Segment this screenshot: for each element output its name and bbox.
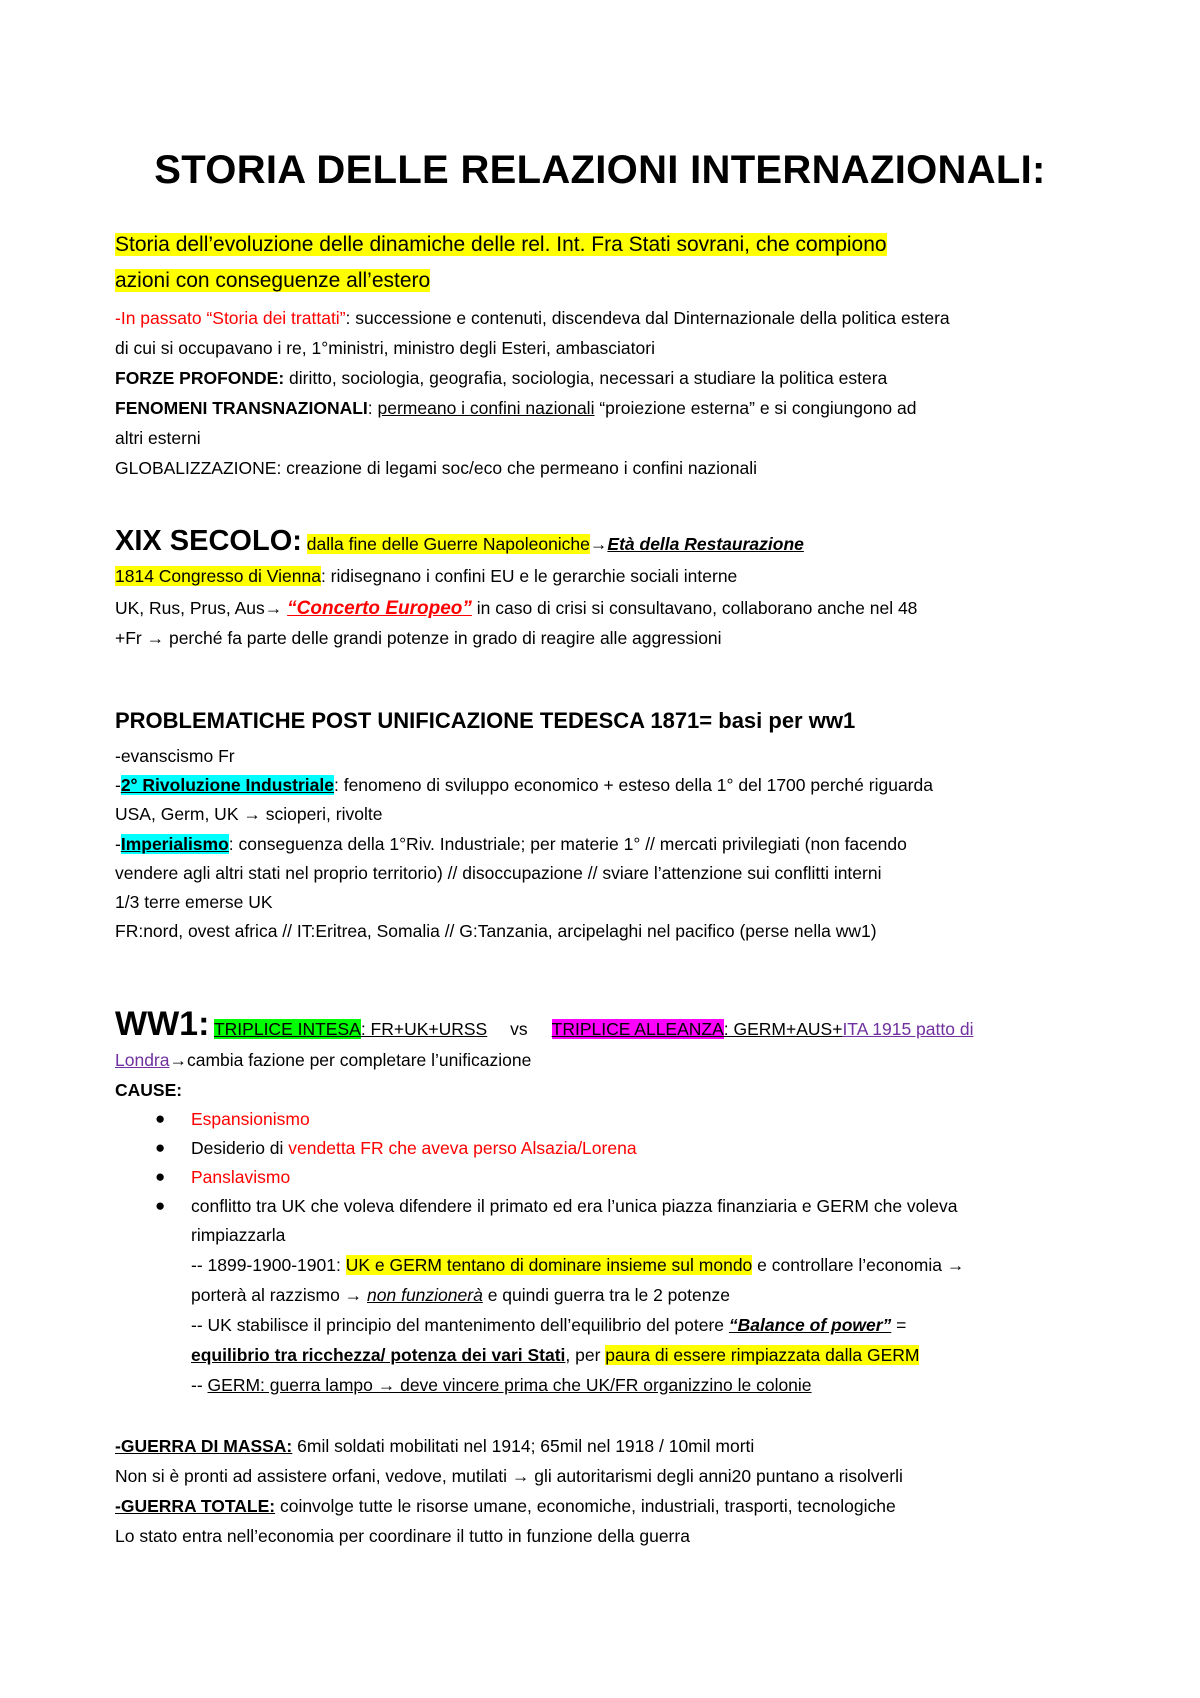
sub-2-eq: = [891,1315,907,1335]
ita-link[interactable]: ITA 1915 patto di [842,1019,974,1039]
bullet-icon: ● [155,1167,166,1186]
rivoluzione-highlight: 2° Rivoluzione Industriale [120,775,334,795]
intro-highlight-1: Storia dell’evoluzione delle dinamiche delle rel. Int. Fra Stati sovrani, che compiono [115,233,887,256]
sub-1-l2-pre: porterà al razzismo → [191,1285,368,1305]
congresso-text: : ridisegnano i confini EU e le gerarchie sociali interne [320,566,738,586]
prob-line-1: -evanscismo Fr [115,746,235,766]
sub-1-pre: -- 1899-1900-1901: [191,1255,346,1275]
bullet-icon: ● [155,1196,166,1215]
sub-2-line-1 [191,1315,906,1336]
passato-line [115,308,950,329]
sub-1-rest: e controllare l’economia → [752,1255,965,1275]
xix-highlight: dalla fine delle Guerre Napoleoniche [306,534,590,554]
passato-label: -In passato “Storia dei trattati” [115,308,346,328]
rivoluzione-text: : fenomeno di sviluppo economico + esteso della 1° del 1700 perché riguarda [333,775,933,795]
cause-2 [191,1138,637,1159]
balance-of-power: “Balance of power” [728,1315,892,1335]
glob-line [115,458,757,479]
bullet-icon: ● [155,1109,166,1128]
imperialismo-text: : conseguenza della 1°Riv. Industriale; per materie 1° // mercati privilegiati (non facendo [228,834,907,854]
congresso-highlight: 1814 Congresso di Vienna [115,566,321,586]
fenomeni-text: “proiezione esterna” e si congiungono ad [594,398,917,418]
ww1-heading: WW1: [115,1005,210,1043]
sub-3-pre: -- [191,1375,208,1395]
massa-line-4: Lo stato entra nell’economia per coordinare il tutto in funzione della guerra [115,1526,690,1546]
intro-line-2 [115,268,430,293]
prob-dash-2: - [115,834,121,854]
sub-2-pre: -- UK stabilisce il principio del mantenimento dell’equilibrio del potere [191,1315,729,1335]
prob-heading: PROBLEMATICHE POST UNIFICAZIONE TEDESCA 1871= basi per ww1 [115,708,856,733]
cause-2-pre: Desiderio di [191,1138,289,1158]
passato-text: : successione e contenuti, discendeva dal Dinternazionale della politica estera [345,308,950,328]
xix-line-3: +Fr → perché fa parte delle grandi potenze in grado di reagire alle aggressioni [115,628,722,648]
equilibrio-text: equilibrio tra ricchezza/ potenza dei vari Stati [191,1345,566,1365]
concerto-prefix: UK, Rus, Prus, Aus→ [115,598,288,618]
cause-label: CAUSE: [115,1080,183,1100]
cause-4-line-1: conflitto tra UK che voleva difendere il primato ed era l’unica piazza finanziaria e GERM che voleva [191,1196,958,1216]
xix-line-2 [115,598,917,621]
londra-link[interactable]: Londra [115,1050,170,1070]
imperialismo-highlight: Imperialismo [120,834,229,854]
paura-highlight: paura di essere rimpiazzata dalla GERM [605,1345,920,1365]
alleanza-text: : GERM+AUS+ [723,1019,843,1039]
cause-2-red: vendetta FR che aveva perso Alsazia/Lorena [288,1138,637,1158]
ww1-heading-line [115,1004,973,1045]
glob-label: GLOBALIZZAZIONE [115,458,277,478]
intesa-text: : FR+UK+URSS [360,1019,488,1039]
massa-line [115,1436,754,1457]
cause-3: Panslavismo [191,1167,291,1187]
xix-eta: Età della Restaurazione [607,534,804,554]
sub-1-l2-underlined: non funzionerà [367,1285,483,1305]
sub-3-line [191,1375,812,1396]
sub-2-line-2 [191,1345,919,1366]
fenomeni-line [115,398,916,419]
totale-label: -GUERRA TOTALE: [115,1496,276,1516]
forze-line [115,368,887,389]
massa-text: 6mil soldati mobilitati nel 1914; 65mil nel 1918 / 10mil morti [292,1436,755,1456]
arrow-icon: → [589,534,608,554]
glob-text: : creazione di legami soc/eco che permeano i confini nazionali [276,458,757,478]
forze-label: FORZE PROFONDE: [115,368,285,388]
forze-text: diritto, sociologia, geografia, sociologia, necessari a studiare la politica estera [284,368,888,388]
bullet-icon: ● [155,1138,166,1157]
sub-1-l2-rest: e quindi guerra tra le 2 potenze [482,1285,730,1305]
intro-line-1 [115,232,887,257]
cause-4-line-2: rimpiazzarla [191,1225,286,1245]
massa-label: -GUERRA DI MASSA: [115,1436,293,1456]
ww1-line-2 [115,1050,531,1071]
sub-1-line-1 [191,1255,964,1276]
document-title: STORIA DELLE RELAZIONI INTERNAZIONALI: [154,148,1046,192]
cause-1: Espansionismo [191,1109,310,1129]
xix-heading: XIX SECOLO: [115,525,302,557]
alleanza-highlight: TRIPLICE ALLEANZA [551,1019,724,1039]
vs-text: vs [510,1019,528,1039]
prob-line-7: FR:nord, ovest africa // IT:Eritrea, Somalia // G:Tanzania, arcipelaghi nel pacifico (perse nella ww1) [115,921,877,941]
prob-line-6: 1/3 terre emerse UK [115,892,273,912]
prob-line-4 [115,834,907,855]
massa-line-2: Non si è pronti ad assistere orfani, vedove, mutilati → gli autoritarismi degli anni20 puntano a risolverli [115,1466,903,1486]
concerto-europeo: “Concerto Europeo” [287,598,472,619]
londra-text: →cambia fazione per completare l’unificazione [169,1050,532,1070]
prob-line-5: vendere agli altri stati nel proprio territorio) // disoccupazione // sviare l’attenzione sui conflitti interni [115,863,882,883]
fenomeni-label: FENOMENI TRANSNAZIONALI [115,398,368,418]
totale-line [115,1496,896,1517]
totale-text: coinvolge tutte le risorse umane, economiche, industriali, trasporti, tecnologiche [275,1496,896,1516]
prob-line-2 [115,775,933,796]
sub-1-line-2 [191,1285,730,1306]
guerra-lampo: GERM: guerra lampo → deve vincere prima che UK/FR organizzino le colonie [207,1375,812,1395]
sub-1-highlight: UK e GERM tentano di dominare insieme sul mondo [345,1255,753,1275]
passato-line-2: di cui si occupavano i re, 1°ministri, ministro degli Esteri, ambasciatori [115,338,655,358]
intesa-highlight: TRIPLICE INTESA [213,1019,361,1039]
xix-line-1 [115,566,737,587]
sub-2-mid: , per [565,1345,606,1365]
prob-dash-1: - [115,775,121,795]
concerto-text: in caso di crisi si consultavano, collaborano anche nel 48 [471,598,918,618]
intro-highlight-2: azioni con conseguenze all’estero [115,269,431,292]
fenomeni-colon: : [367,398,378,418]
fenomeni-line-2: altri esterni [115,428,201,448]
xix-heading-line [115,524,804,559]
prob-line-3: USA, Germ, UK → scioperi, rivolte [115,804,383,824]
fenomeni-underlined: permeano i confini nazionali [377,398,595,418]
